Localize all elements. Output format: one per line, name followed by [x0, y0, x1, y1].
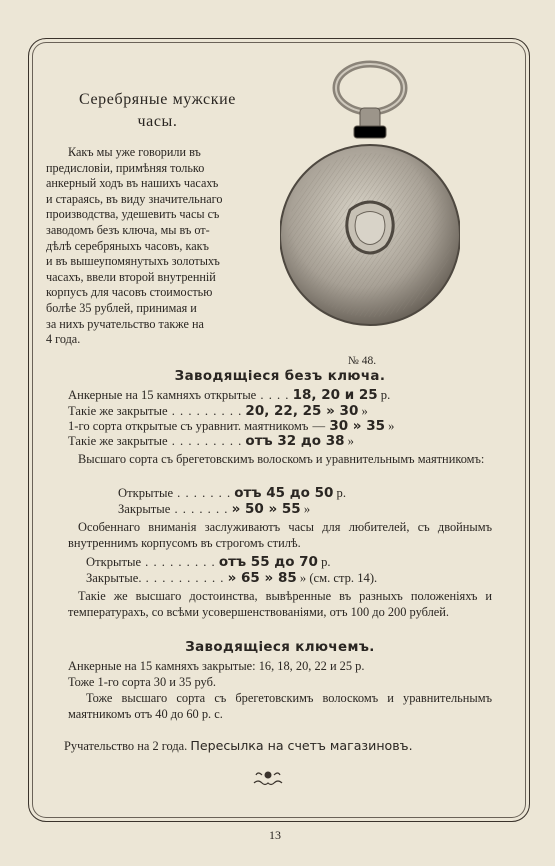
section-heading-keyless: Заводящіеся безъ ключа. [174, 369, 386, 384]
price-row [86, 555, 526, 570]
price-row [68, 404, 508, 419]
price-label: 1-го сорта открытые съ уравнит. маятникомъ [68, 419, 309, 433]
leader-dots: . . . . . . . [173, 486, 232, 500]
note-precision: Такіе же высшаго достоинства, вывѣренные въ разныхъ положеніяхъ и температурахъ, со всѣми усовершенствованіями, отъ 100 до 200 рублей. [68, 589, 492, 619]
intro-line: анкерный ходъ въ нашихъ часахъ [46, 176, 219, 191]
price-values: отъ 32 до 38 [245, 433, 345, 449]
intro-paragraph [46, 145, 272, 348]
leader-dots: — [308, 419, 327, 433]
leader-dots: . . . . [256, 388, 290, 402]
price-label: Анкерные на 15 камняхъ открытые [68, 388, 257, 402]
price-values: 18, 20 и 25 [292, 387, 378, 403]
price-label: Закрытые [118, 502, 171, 516]
note-collectors: Особеннаго вниманія заслуживаютъ часы для любителей, съ двойнымъ внутреннимъ корпусомъ въ строгомъ стилѣ. [68, 520, 492, 550]
ornament-icon [248, 768, 288, 788]
leader-dots: . . . . . . . . . [167, 434, 243, 448]
intro-line: и въ вышеупомянутыхъ золотыхъ [46, 254, 220, 269]
price-unit: » [344, 434, 354, 448]
intro-line: болѣе 35 рублей, принимая и [46, 300, 197, 315]
page-title: Серебряные мужские [78, 91, 236, 108]
warranty-note: Ручательство на 2 года. [64, 739, 188, 753]
price-values: 30 » 35 [329, 418, 386, 434]
page-number: 13 [269, 828, 281, 842]
price-unit: р. [317, 555, 331, 569]
leader-dots: . . . . . . . . . . [141, 571, 225, 585]
intro-line: и стараясь, въ виду значительнаго [46, 191, 223, 206]
intro-line: заводомъ безъ ключа, мы въ от- [46, 222, 210, 237]
intro-line: предисловіи, примѣняя только [46, 160, 205, 175]
price-row [68, 434, 508, 449]
intro-line: дѣлѣ серебряныхъ часовъ, какъ [46, 238, 209, 253]
price-label: Открытые [86, 555, 142, 569]
price-values: отъ 45 до 50 [234, 485, 334, 501]
price-values: » 50 » 55 [231, 501, 301, 517]
price-unit: » [300, 502, 311, 516]
intro-line: за нихъ ручательство также на [46, 316, 204, 331]
pocket-watch-illustration [280, 60, 460, 350]
note-high-grade: Высшаго сорта съ брегетовскимъ волоскомъ и уравнительнымъ маятникомъ: [78, 452, 485, 466]
leader-dots: . . . . . . . [170, 502, 229, 516]
keywound-line: Анкерные на 15 камняхъ закрытые: 16, 18, 20, 22 и 25 р. [68, 659, 365, 673]
keywound-line: Тоже высшаго сорта съ брегетовскимъ волоскомъ и уравнительнымъ маятникомъ отъ 40 до 60 р. с. [68, 691, 492, 721]
price-values: отъ 55 до 70 [218, 554, 318, 570]
intro-line: корпусъ для часовъ стоимостью [46, 285, 213, 300]
price-unit: » (см. стр. 14). [296, 571, 378, 585]
figure-caption: № 48. [347, 355, 377, 367]
price-unit: р. [333, 486, 346, 500]
price-values: » 65 » 85 [227, 570, 297, 586]
price-row [118, 502, 555, 517]
leader-dots: . . . . . . . . . [167, 404, 243, 418]
intro-line: 4 года. [46, 332, 81, 347]
price-row [68, 419, 508, 434]
price-label: Такіе же закрытые [68, 434, 168, 448]
price-unit: р. [377, 388, 391, 402]
keywound-line: Тоже 1-го сорта 30 и 35 руб. [68, 675, 216, 689]
page-title-line2: часы. [137, 113, 178, 130]
price-label: Открытые [118, 486, 174, 500]
intro-line: производства, удешевить часы съ [46, 207, 220, 222]
price-values: 20, 22, 25 » 30 [245, 403, 359, 419]
price-label: Такіе же закрытые [68, 404, 168, 418]
intro-line: часахъ, ввели второй внутренній [46, 269, 216, 284]
footer-note [64, 738, 504, 755]
price-row [118, 486, 555, 501]
section-heading-keywound: Заводящіеся ключемъ. [185, 640, 375, 655]
intro-line: Какъ мы уже говорили въ [68, 145, 201, 159]
price-row [68, 388, 508, 403]
price-unit: » [358, 404, 368, 418]
price-label: Закрытые. [86, 571, 142, 585]
shipping-note: Пересылка на счетъ магазиновъ. [190, 738, 413, 753]
leader-dots: . . . . . . . . . [141, 555, 216, 569]
price-row [86, 571, 526, 586]
price-unit: » [385, 419, 395, 433]
